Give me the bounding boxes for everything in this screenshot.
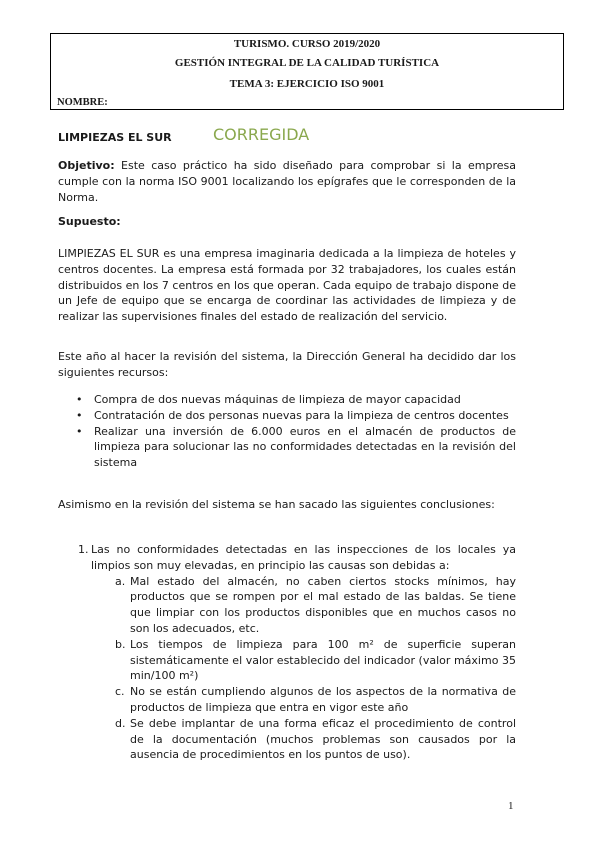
list-item bbox=[58, 574, 516, 637]
list-item bbox=[58, 424, 516, 471]
objective-paragraph bbox=[58, 158, 516, 205]
item-marker: b. bbox=[115, 637, 126, 651]
title-row bbox=[58, 125, 558, 149]
causes-list bbox=[58, 574, 516, 764]
item-marker: d. bbox=[115, 716, 126, 730]
page-number: 1 bbox=[508, 800, 514, 812]
objective-text: Este caso práctico ha sido diseñado para comprobar si la empresa cumple con la norma ISO 9001 localizando los epígrafes que le corresponden de la Norma. bbox=[58, 159, 516, 204]
list-item bbox=[58, 392, 516, 408]
scenario-paragraph: LIMPIEZAS EL SUR es una empresa imaginaria dedicada a la limpieza de hoteles y centros docentes. La empresa está formada por 32 trabajadores, los cuales están distribuidos en los 7 centros en los que operan. Cada equipo de trabajo dispone de un Jefe de equipo que se encarga de coordinar las actividades de limpieza y de realizar las supervisiones finales del estado de realización del servicio. bbox=[58, 247, 516, 324]
document-header bbox=[50, 33, 564, 110]
header-course: TURISMO. CURSO 2019/2020 bbox=[233, 38, 381, 50]
list-item-text: Compra de dos nuevas máquinas de limpieza de mayor capacidad bbox=[94, 393, 461, 406]
resources-list bbox=[58, 392, 516, 471]
resources-intro: Este año al hacer la revisión del sistema, la Dirección General ha decidido dar los siguientes recursos: bbox=[58, 350, 516, 379]
numbered-item-text: Las no conformidades detectadas en las inspecciones de los locales ya limpios son muy elevadas, en principio las causas son debidas a: bbox=[91, 543, 516, 572]
objective-label: Objetivo: bbox=[58, 159, 115, 172]
header-subject: GESTIÓN INTEGRAL DE LA CALIDAD TURÍSTICA bbox=[174, 57, 440, 69]
document-title: LIMPIEZAS EL SUR bbox=[58, 131, 172, 144]
item-marker: c. bbox=[115, 685, 125, 699]
list-item bbox=[58, 684, 516, 716]
header-name-label: NOMBRE: bbox=[57, 97, 108, 108]
bullet-icon: • bbox=[76, 393, 83, 406]
numbered-item bbox=[58, 542, 516, 574]
list-item bbox=[58, 637, 516, 684]
conclusions-list bbox=[58, 542, 516, 763]
list-item-text: Se debe implantar de una forma eficaz el procedimiento de control de la documentación (muchos problemas son causados por la ausencia de procedimientos en los puntos de uso). bbox=[130, 716, 516, 762]
scenario-heading: Supuesto: bbox=[58, 215, 121, 228]
item-marker: a. bbox=[115, 574, 126, 588]
bullet-icon: • bbox=[76, 424, 83, 438]
list-item-text: Contratación de dos personas nuevas para la limpieza de centros docentes bbox=[94, 408, 509, 422]
list-item bbox=[58, 408, 516, 424]
list-item-text: Realizar una inversión de 6.000 euros en el almacén de productos de limpieza para solucionar las no conformidades detectadas en la revisión del sistema bbox=[94, 424, 516, 470]
list-item bbox=[58, 716, 516, 763]
list-item-text: Mal estado del almacén, no caben ciertos stocks mínimos, hay productos que se rompen por el mal estado de las baldas. Se tiene que limpiar con los productos disponibles que en muchos casos no son los adecuados, etc. bbox=[130, 574, 516, 635]
list-item-text: No se están cumpliendo algunos de los aspectos de la normativa de productos de limpieza que entra en vigor este año bbox=[130, 685, 516, 714]
list-item-text: Los tiempos de limpieza para 100 m² de superficie superan sistemáticamente el valor establecido del indicador (valor máximo 35 min/100 m²) bbox=[130, 637, 516, 683]
header-exercise: TEMA 3: EJERCICIO ISO 9001 bbox=[229, 78, 385, 90]
item-marker: 1. bbox=[78, 543, 89, 556]
corrected-stamp: CORREGIDA bbox=[213, 125, 310, 144]
bullet-icon: • bbox=[76, 408, 83, 422]
conclusions-intro: Asimismo en la revisión del sistema se han sacado las siguientes conclusiones: bbox=[58, 498, 495, 511]
